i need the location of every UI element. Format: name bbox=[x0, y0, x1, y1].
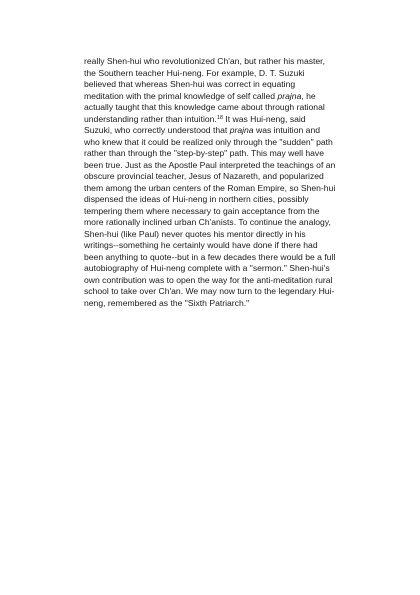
text-line: writings--something he certainly would have done if there had bbox=[84, 240, 318, 250]
text-line: tempering them where necessary to gain acceptance from the bbox=[84, 205, 320, 216]
text-line: autobiography of Hui-neng complete with a "sermon." Shen-hui's bbox=[84, 263, 330, 273]
text-line: them among the urban centers of the Roman Empire, so Shen-hui bbox=[84, 182, 336, 193]
italic-term: prajna bbox=[229, 125, 254, 135]
text-line bbox=[84, 125, 384, 137]
text-line: who knew that it could be realized only through the "sudden" path bbox=[84, 136, 333, 147]
text-line bbox=[84, 91, 384, 103]
text-run: It was Hui-neng, said bbox=[222, 113, 306, 124]
text-line: been true. Just as the Apostle Paul interpreted the teachings of an bbox=[84, 159, 336, 170]
text-run: meditation with the primal knowledge of self called bbox=[84, 90, 278, 101]
text-line: been anything to quote--but in a few decades there would be a full bbox=[84, 251, 336, 262]
body-paragraph bbox=[84, 56, 384, 309]
text-run: Suzuki, who correctly understood that bbox=[84, 125, 230, 135]
text-line: believed that whereas Shen-hui was correct in equating bbox=[84, 79, 296, 89]
text-line: dispensed the ideas of Hui-neng in northern cities, possibly bbox=[84, 194, 309, 204]
text-line: rather than through the "step-by-step" path. This may well have bbox=[84, 148, 325, 158]
text-line: actually taught that this knowledge came about through rational bbox=[84, 102, 325, 112]
text-line: neng, remembered as the "Sixth Patriarch." bbox=[84, 297, 250, 308]
footnote-marker: 18 bbox=[216, 114, 223, 121]
text-run: was intuition and bbox=[253, 125, 320, 135]
italic-term: prajna bbox=[277, 90, 302, 101]
text-run: , he bbox=[301, 90, 316, 101]
text-line: the Southern teacher Hui-neng. For example, D. T. Suzuki bbox=[84, 67, 305, 78]
text-line: more rationally inclined urban Ch'anists. To continue the analogy, bbox=[84, 217, 331, 227]
text-line: school to take over Ch'an. We may now turn to the legendary Hui- bbox=[84, 286, 335, 296]
text-line bbox=[84, 114, 384, 126]
text-line: obscure provincial teacher, Jesus of Nazareth, and popularized bbox=[84, 171, 324, 181]
text-line: really Shen-hui who revolutionized Ch'an, but rather his master, bbox=[84, 56, 325, 66]
text-run: understanding rather than intuition. bbox=[84, 113, 217, 124]
text-line: Shen-hui (like Paul) never quotes his mentor directly in his bbox=[84, 228, 306, 239]
text-line: own contribution was to open the way for the anti-meditation rural bbox=[84, 274, 333, 285]
